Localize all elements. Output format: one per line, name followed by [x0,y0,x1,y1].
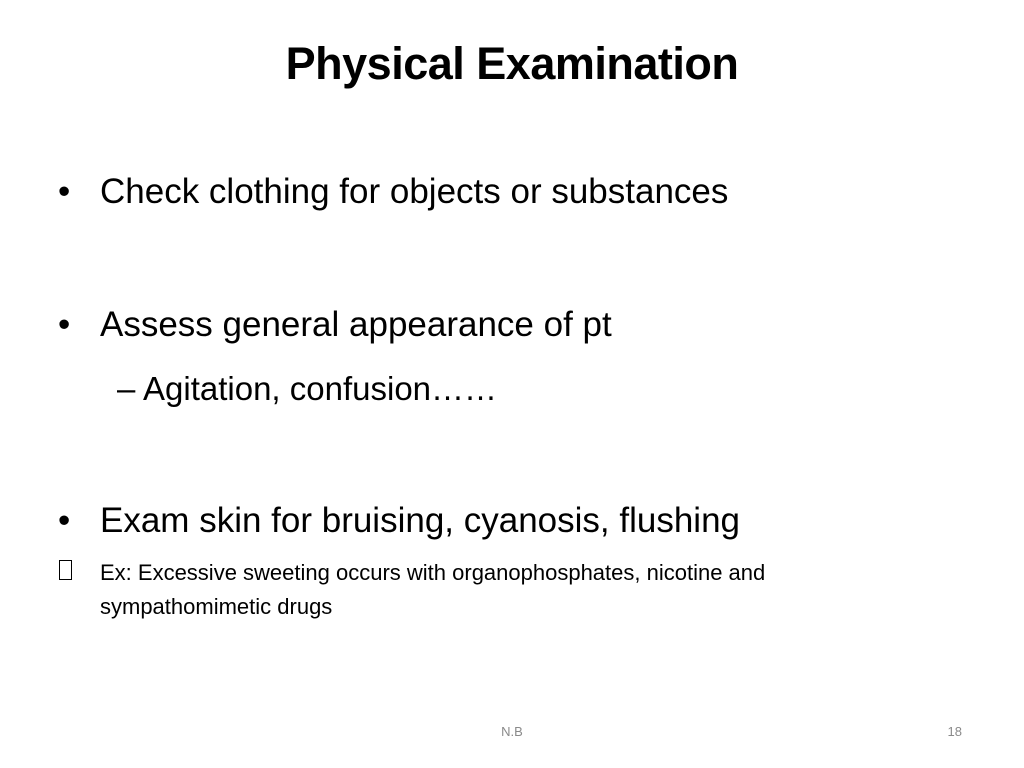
box-bullet-icon [59,560,72,580]
bullet-marker: • [58,501,71,540]
note-text: Ex: Excessive sweeting occurs with organophosphates, nicotine and sympathomimetic drugs [100,560,766,619]
bullet-item [58,499,740,543]
bullet-text: Assess general appearance of pt [100,305,612,344]
sub-bullet-marker: – [117,370,136,407]
bullet-text: Check clothing for objects or substances [100,172,729,211]
slide-title: Physical Examination [285,38,739,89]
bullet-marker: • [58,172,71,211]
slide-number: 18 [947,724,962,739]
sub-bullet-item [117,367,497,411]
bullet-item [58,170,728,214]
bullet-text: Exam skin for bruising, cyanosis, flushing [100,501,740,540]
bullet-item [58,303,612,347]
sub-bullet-text: Agitation, confusion…… [143,370,498,407]
footer-author: N.B [501,724,523,739]
bullet-marker: • [58,305,71,344]
